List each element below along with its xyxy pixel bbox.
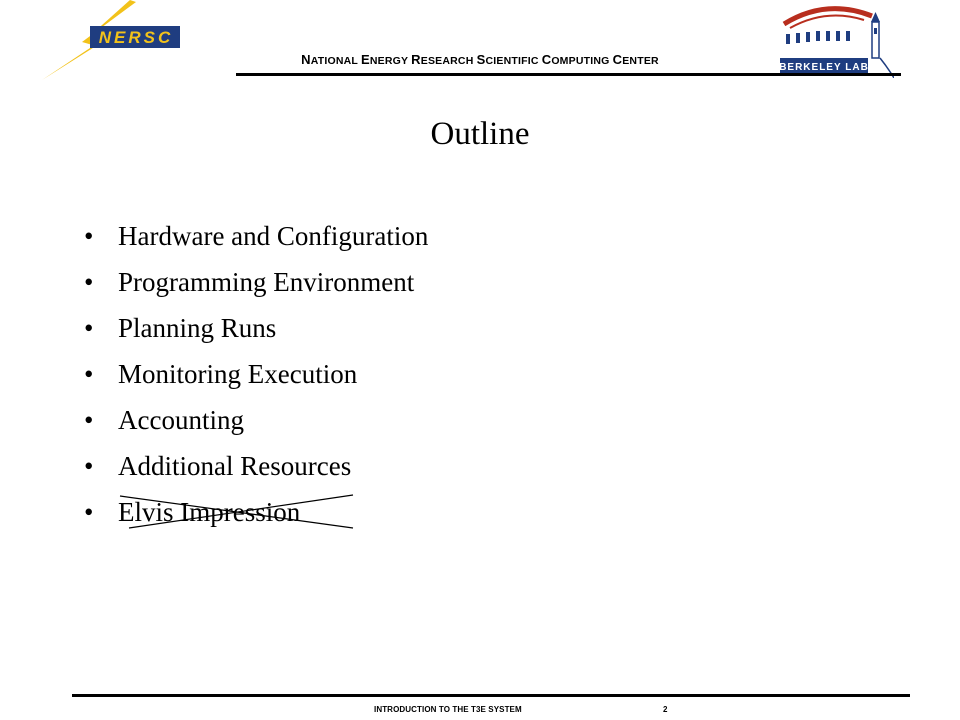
center-name-initial: C (541, 52, 552, 67)
bullet-label: Hardware and Configuration (118, 221, 429, 251)
nersc-wordmark-text: NERSC (98, 28, 174, 47)
lab-building-columns (786, 31, 850, 44)
page-number: 2 (663, 705, 668, 714)
strike-through-x (115, 490, 360, 530)
center-name-initial: N (301, 52, 311, 67)
bullet-dot: • (84, 313, 94, 343)
bullet-dot: • (84, 267, 94, 297)
center-name-rest: ENTER (622, 55, 659, 67)
bullet-label: Programming Environment (118, 267, 415, 297)
header-rule (236, 73, 901, 76)
footer-rule (72, 694, 910, 697)
bullet-label: Monitoring Execution (118, 359, 358, 389)
bullet-dot: • (84, 497, 94, 527)
center-name-rest: ESEARCH (420, 55, 477, 67)
center-name-rest: NERGY (369, 55, 412, 67)
center-name-rest: CIENTIFIC (485, 55, 542, 67)
footer-text: INTRODUCTION TO THE T3E SYSTEM (374, 705, 522, 714)
center-name-rest: ATIONAL (310, 55, 361, 67)
bullet-label: Accounting (118, 405, 244, 435)
center-name-initial: C (612, 52, 623, 67)
center-name-rest: OMPUTING (551, 55, 613, 67)
campanile-tower-icon (871, 12, 880, 58)
bullet-label: Additional Resources (118, 451, 352, 481)
bullet-label: Planning Runs (118, 313, 277, 343)
slide-title: Outline (430, 116, 530, 152)
lab-wordmark-text: BERKELEY LAB (779, 62, 869, 73)
nersc-logo (36, 0, 196, 82)
bullet-dot: • (84, 221, 94, 251)
center-name-initial: E (360, 52, 370, 67)
bullet-dot: • (84, 359, 94, 389)
center-name-initial: S (476, 52, 486, 67)
bullet-label: Elvis Impression (118, 497, 301, 527)
bullet-dot: • (84, 451, 94, 481)
center-name (190, 52, 770, 67)
bullet-dot: • (84, 405, 94, 435)
center-name-initial: R (411, 52, 421, 67)
berkeley-lab-logo (776, 2, 894, 78)
